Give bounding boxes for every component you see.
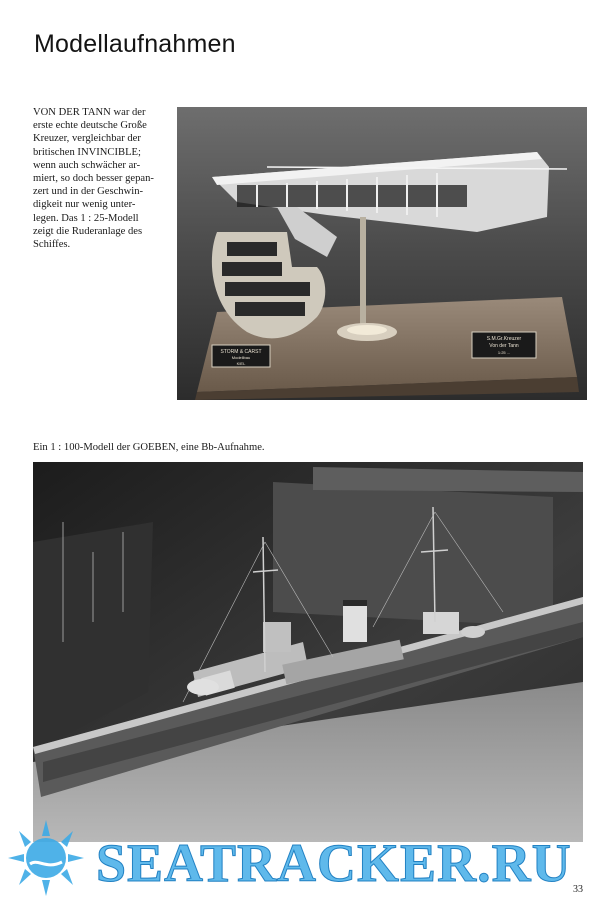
goeben-model-photo	[33, 462, 583, 842]
intro-line: miert, so doch besser gepan-	[33, 173, 154, 185]
page-title: Modellaufnahmen	[34, 30, 236, 58]
plaque-left-line: KIEL	[236, 361, 246, 366]
plaque-left-line: Modellbau	[231, 355, 251, 360]
plaque-right-line: S.M.Gr.Kreuzer	[486, 336, 522, 342]
seatracker-watermark	[0, 818, 616, 898]
intro-line: VON DER TANN war der	[33, 107, 146, 118]
page-number: 33	[573, 884, 583, 895]
intro-line: erste echte deutsche Große	[33, 120, 147, 132]
intro-line: digkeit nur wenig unter-	[33, 199, 136, 211]
plaque-right-line: 1:25 ...	[497, 350, 511, 355]
plaque-left-line: STORM & CARST	[220, 349, 262, 355]
rudder-model-photo	[177, 107, 587, 400]
intro-line: Kreuzer, vergleichbar der	[33, 133, 141, 145]
intro-line: legen. Das 1 : 25-Modell	[33, 212, 139, 224]
intro-line: zeigt die Ruderanlage des	[33, 225, 143, 237]
photo-caption: Ein 1 : 100-Modell der GOEBEN, eine Bb-Aufnahme.	[33, 442, 265, 453]
intro-line: britischen INVINCIBLE;	[33, 146, 141, 158]
intro-line: Schiffes.	[33, 239, 71, 251]
watermark-text: SEATRACKER.RU	[96, 833, 572, 893]
plaque-right-line: Von der Tann	[489, 343, 519, 349]
sun-icon	[0, 818, 96, 898]
intro-paragraph	[33, 106, 166, 251]
intro-line: wenn auch schwächer ar-	[33, 159, 141, 171]
intro-line: zert und in der Geschwin-	[33, 186, 144, 198]
